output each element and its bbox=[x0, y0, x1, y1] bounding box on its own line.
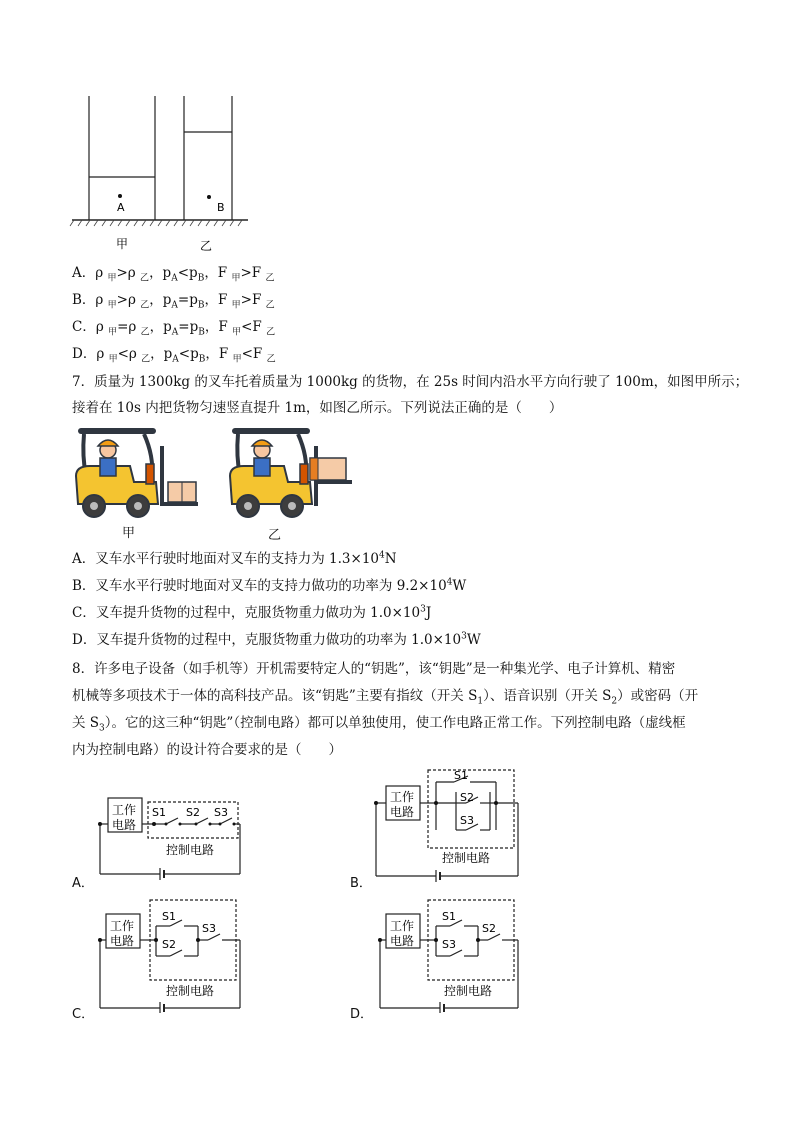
svg-text:S2: S2 bbox=[482, 922, 496, 935]
q7-stem-line2: 接着在 10s 内把货物匀速竖直提升 1m，如图乙所示。下列说法正确的是（ ） bbox=[72, 400, 563, 416]
svg-text:S1: S1 bbox=[454, 769, 468, 782]
point-b-dot bbox=[207, 195, 211, 199]
svg-text:S2: S2 bbox=[162, 938, 176, 951]
svg-text:电路: 电路 bbox=[110, 934, 135, 948]
svg-text:电路: 电路 bbox=[112, 818, 137, 832]
q8-stem-line2: 机械等多项技术于一体的高科技产品。该“钥匙”主要有指纹（开关 $S_1$）、语音识别（开关 $S_2$）或密码（开 bbox=[72, 688, 699, 707]
svg-text:电路: 电路 bbox=[390, 934, 415, 948]
svg-text:控制电路: 控制电路 bbox=[442, 851, 491, 865]
svg-text:控制电路: 控制电路 bbox=[444, 984, 493, 998]
svg-text:控制电路: 控制电路 bbox=[166, 843, 215, 857]
point-a-label: A bbox=[117, 201, 125, 214]
svg-text:S3: S3 bbox=[202, 922, 216, 935]
q7-option-c: C．叉车提升货物的过程中，克服货物重力做功为 $1.0\times 10^3J$ bbox=[72, 604, 432, 621]
svg-text:S1: S1 bbox=[152, 806, 166, 819]
circuit-d-option: D． bbox=[350, 1007, 374, 1022]
q6-option-b: B．ρ $_甲$>ρ $_乙$，$p_A=p_B$，F $_甲$>F $_乙$ bbox=[72, 292, 275, 311]
svg-text:工作: 工作 bbox=[112, 803, 137, 817]
q7-option-b: B．叉车水平行驶时地面对叉车的支持力做功的功率为 $9.2\times 10^4W$ bbox=[72, 577, 467, 594]
point-a-dot bbox=[118, 194, 122, 198]
circuit-c-option: C． bbox=[72, 1007, 95, 1022]
svg-text:工作: 工作 bbox=[110, 919, 135, 933]
label-yi: 乙 bbox=[200, 239, 213, 253]
svg-text:S3: S3 bbox=[460, 814, 474, 827]
svg-text:S2: S2 bbox=[186, 806, 200, 819]
q6-option-c: C．ρ $_甲$=ρ $_乙$，$p_A=p_B$，F $_甲$<F $_乙$ bbox=[72, 319, 276, 338]
svg-text:S2: S2 bbox=[460, 791, 474, 804]
circuit-c bbox=[70, 898, 250, 1013]
circuit-b bbox=[350, 768, 530, 883]
svg-text:控制电路: 控制电路 bbox=[166, 984, 215, 998]
forklift-jia-label: 甲 bbox=[122, 526, 136, 541]
containers-figure bbox=[68, 96, 268, 256]
svg-text:工作: 工作 bbox=[390, 790, 415, 804]
label-jia: 甲 bbox=[116, 237, 129, 251]
svg-text:S1: S1 bbox=[162, 910, 176, 923]
svg-text:S1: S1 bbox=[442, 910, 456, 923]
svg-text:电路: 电路 bbox=[390, 805, 415, 819]
q7-stem-line1: 7．质量为 1300kg 的叉车托着质量为 1000kg 的货物，在 25s 时间内沿水平方向行驶了 100m，如图甲所示； bbox=[72, 374, 749, 390]
forklift-yi-label: 乙 bbox=[268, 528, 282, 543]
circuit-a bbox=[70, 790, 250, 890]
circuit-a-option: A． bbox=[72, 876, 94, 891]
point-b-label: B bbox=[217, 201, 225, 214]
q7-option-a: A．叉车水平行驶时地面对叉车的支持力为 $1.3\times 10^4N$ bbox=[72, 550, 397, 567]
forklift-yi-image bbox=[226, 426, 356, 522]
q8-stem-line3: 关 $S_3$）。它的这三种“钥匙”（控制电路）都可以单独使用，使工作电路正常工作。下列控制电路（虚线框 bbox=[72, 715, 686, 734]
forklift-jia-image bbox=[72, 426, 202, 522]
q6-option-d: D．ρ $_甲$<ρ $_乙$，$p_A<p_B$，F $_甲$<F $_乙$ bbox=[72, 346, 276, 365]
circuit-b-option: B． bbox=[350, 876, 372, 891]
svg-text:S3: S3 bbox=[214, 806, 228, 819]
q8-stem-line1: 8．许多电子设备（如手机等）开机需要特定人的“钥匙”，该“钥匙”是一种集光学、电子计算机、精密 bbox=[72, 661, 676, 677]
q7-option-d: D．叉车提升货物的过程中，克服货物重力做功的功率为 $1.0\times 10^3W$ bbox=[72, 631, 481, 648]
q8-stem-line4: 内为控制电路）的设计符合要求的是（ ） bbox=[72, 742, 342, 758]
svg-text:S3: S3 bbox=[442, 938, 456, 951]
q6-option-a: A．ρ $_甲$>ρ $_乙$，$p_A<p_B$，F $_甲$>F $_乙$ bbox=[72, 265, 275, 284]
svg-text:工作: 工作 bbox=[390, 919, 415, 933]
circuit-d bbox=[350, 898, 530, 1013]
